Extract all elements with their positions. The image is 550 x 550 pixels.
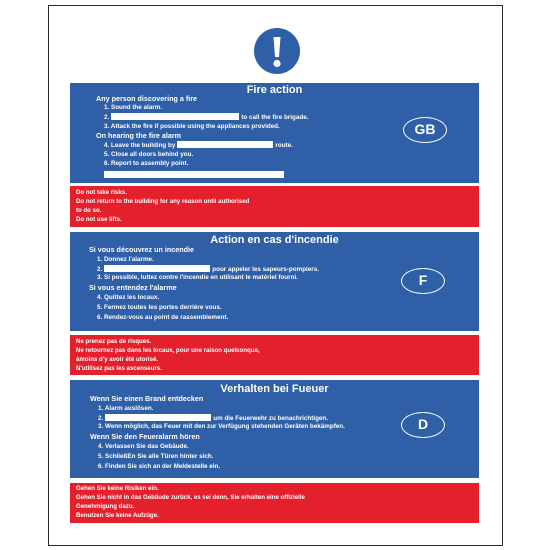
de-heading-discover: Wenn Sie einen Brand entdecken <box>90 394 204 403</box>
de-step-1: 1. Alarm auslösen. <box>98 405 154 412</box>
gb-blank-field <box>111 113 239 120</box>
de-language-badge: D <box>401 412 445 438</box>
de-step-5: 5. SchließEn Sie alle Türen hinter sich. <box>98 453 214 460</box>
fr-instructions-panel <box>70 232 479 331</box>
gb-warning: to do so. <box>76 207 102 214</box>
gb-step-3: 3. Attack the fire if possible using the appliances provided. <box>104 123 280 130</box>
de-step-3: 3. Wenn möglich, das Feuer mit den zur Verfügung stehenden Geräten bekämpfen. <box>98 423 345 430</box>
de-step-4: 4. Verlassen Sie das Gebäude. <box>98 443 189 450</box>
gb-step-5: 5. Close all doors behind you. <box>104 151 194 158</box>
gb-step-6: 6. Report to assembly point. <box>104 160 189 167</box>
fr-heading-discover: Si vous découvrez un incendie <box>89 245 195 254</box>
gb-instructions-panel <box>70 83 479 183</box>
fr-blank-field <box>104 265 210 272</box>
gb-heading-discover: Any person discovering a fire <box>96 94 198 103</box>
de-title: Verhalten bei Fueuer <box>220 383 329 395</box>
fr-step-1: 1. Donnez l'alarme. <box>97 256 154 263</box>
de-warning: Genehmigung dazu. <box>76 503 135 510</box>
gb-warning: Do not return to the building for any reason until authorised <box>76 198 250 205</box>
gb-warning: Do not use lifts. <box>76 216 122 223</box>
gb-warnings-panel <box>70 186 479 227</box>
gb-step-1: 1. Sound the alarm. <box>104 104 163 111</box>
de-warning: Gehen Sie keine Risiken ein. <box>76 485 159 492</box>
fr-step-4: 4. Quittez les locaux. <box>97 294 160 301</box>
gb-step-2: 2. to call the fire brigade. <box>104 114 309 121</box>
de-warning: Benutzen Sie keine Aufzüge. <box>76 512 159 519</box>
fr-warnings-panel <box>70 335 479 375</box>
exclamation-mark-icon <box>254 28 300 74</box>
gb-blank-field <box>104 171 284 178</box>
fr-title: Action en cas d'incendie <box>210 234 339 246</box>
de-blank-field <box>105 414 211 421</box>
de-warnings-panel <box>70 483 479 523</box>
fr-warning: àmoins d'y avoir été utorisé. <box>76 356 159 363</box>
de-heading-alarm: Wenn Sie den Feueralarm hören <box>90 432 200 441</box>
de-warning: Gehen Sie nicht in das Gebäude zurück, es sei denn, Sie erhalten eine offizielle <box>76 494 305 501</box>
de-step-2: 2. um die Feuerwehr zu benachrichtigen. <box>98 415 329 422</box>
gb-warning: Do not take risks. <box>76 189 127 196</box>
gb-title: Fire action <box>246 84 303 96</box>
de-step-6: 6. Finden Sie sich an der Meldestelle ein. <box>98 463 221 470</box>
fr-step-6: 6. Rendez-vous au point de rassemblement. <box>97 314 229 321</box>
gb-step-4: 4. Leave the building by route. <box>104 142 293 149</box>
de-instructions-panel <box>70 380 479 478</box>
fr-step-5: 5. Fermez toutes les portes derrière vous. <box>97 304 222 311</box>
fr-warning: Ne prenez pas de risques. <box>76 338 152 345</box>
fr-heading-alarm: Si vous entendez l'alarme <box>89 283 177 292</box>
fr-warning: Ne retournez pas dans les locaux, pour une raison quelconque, <box>76 347 260 354</box>
gb-heading-alarm: On hearing the fire alarm <box>96 131 182 140</box>
fr-step-2: 2. pour appeler les sapeurs-pompiers. <box>97 266 319 273</box>
fr-step-3: 3. Si possible, luttez contre l'incendie en utilisant le matériel fourni. <box>97 274 298 281</box>
gb-language-badge: GB <box>403 117 447 143</box>
gb-blank-field <box>177 141 273 148</box>
fr-language-badge: F <box>401 268 445 294</box>
fr-warning: N'utilisez pas les ascenseurs. <box>76 365 162 372</box>
